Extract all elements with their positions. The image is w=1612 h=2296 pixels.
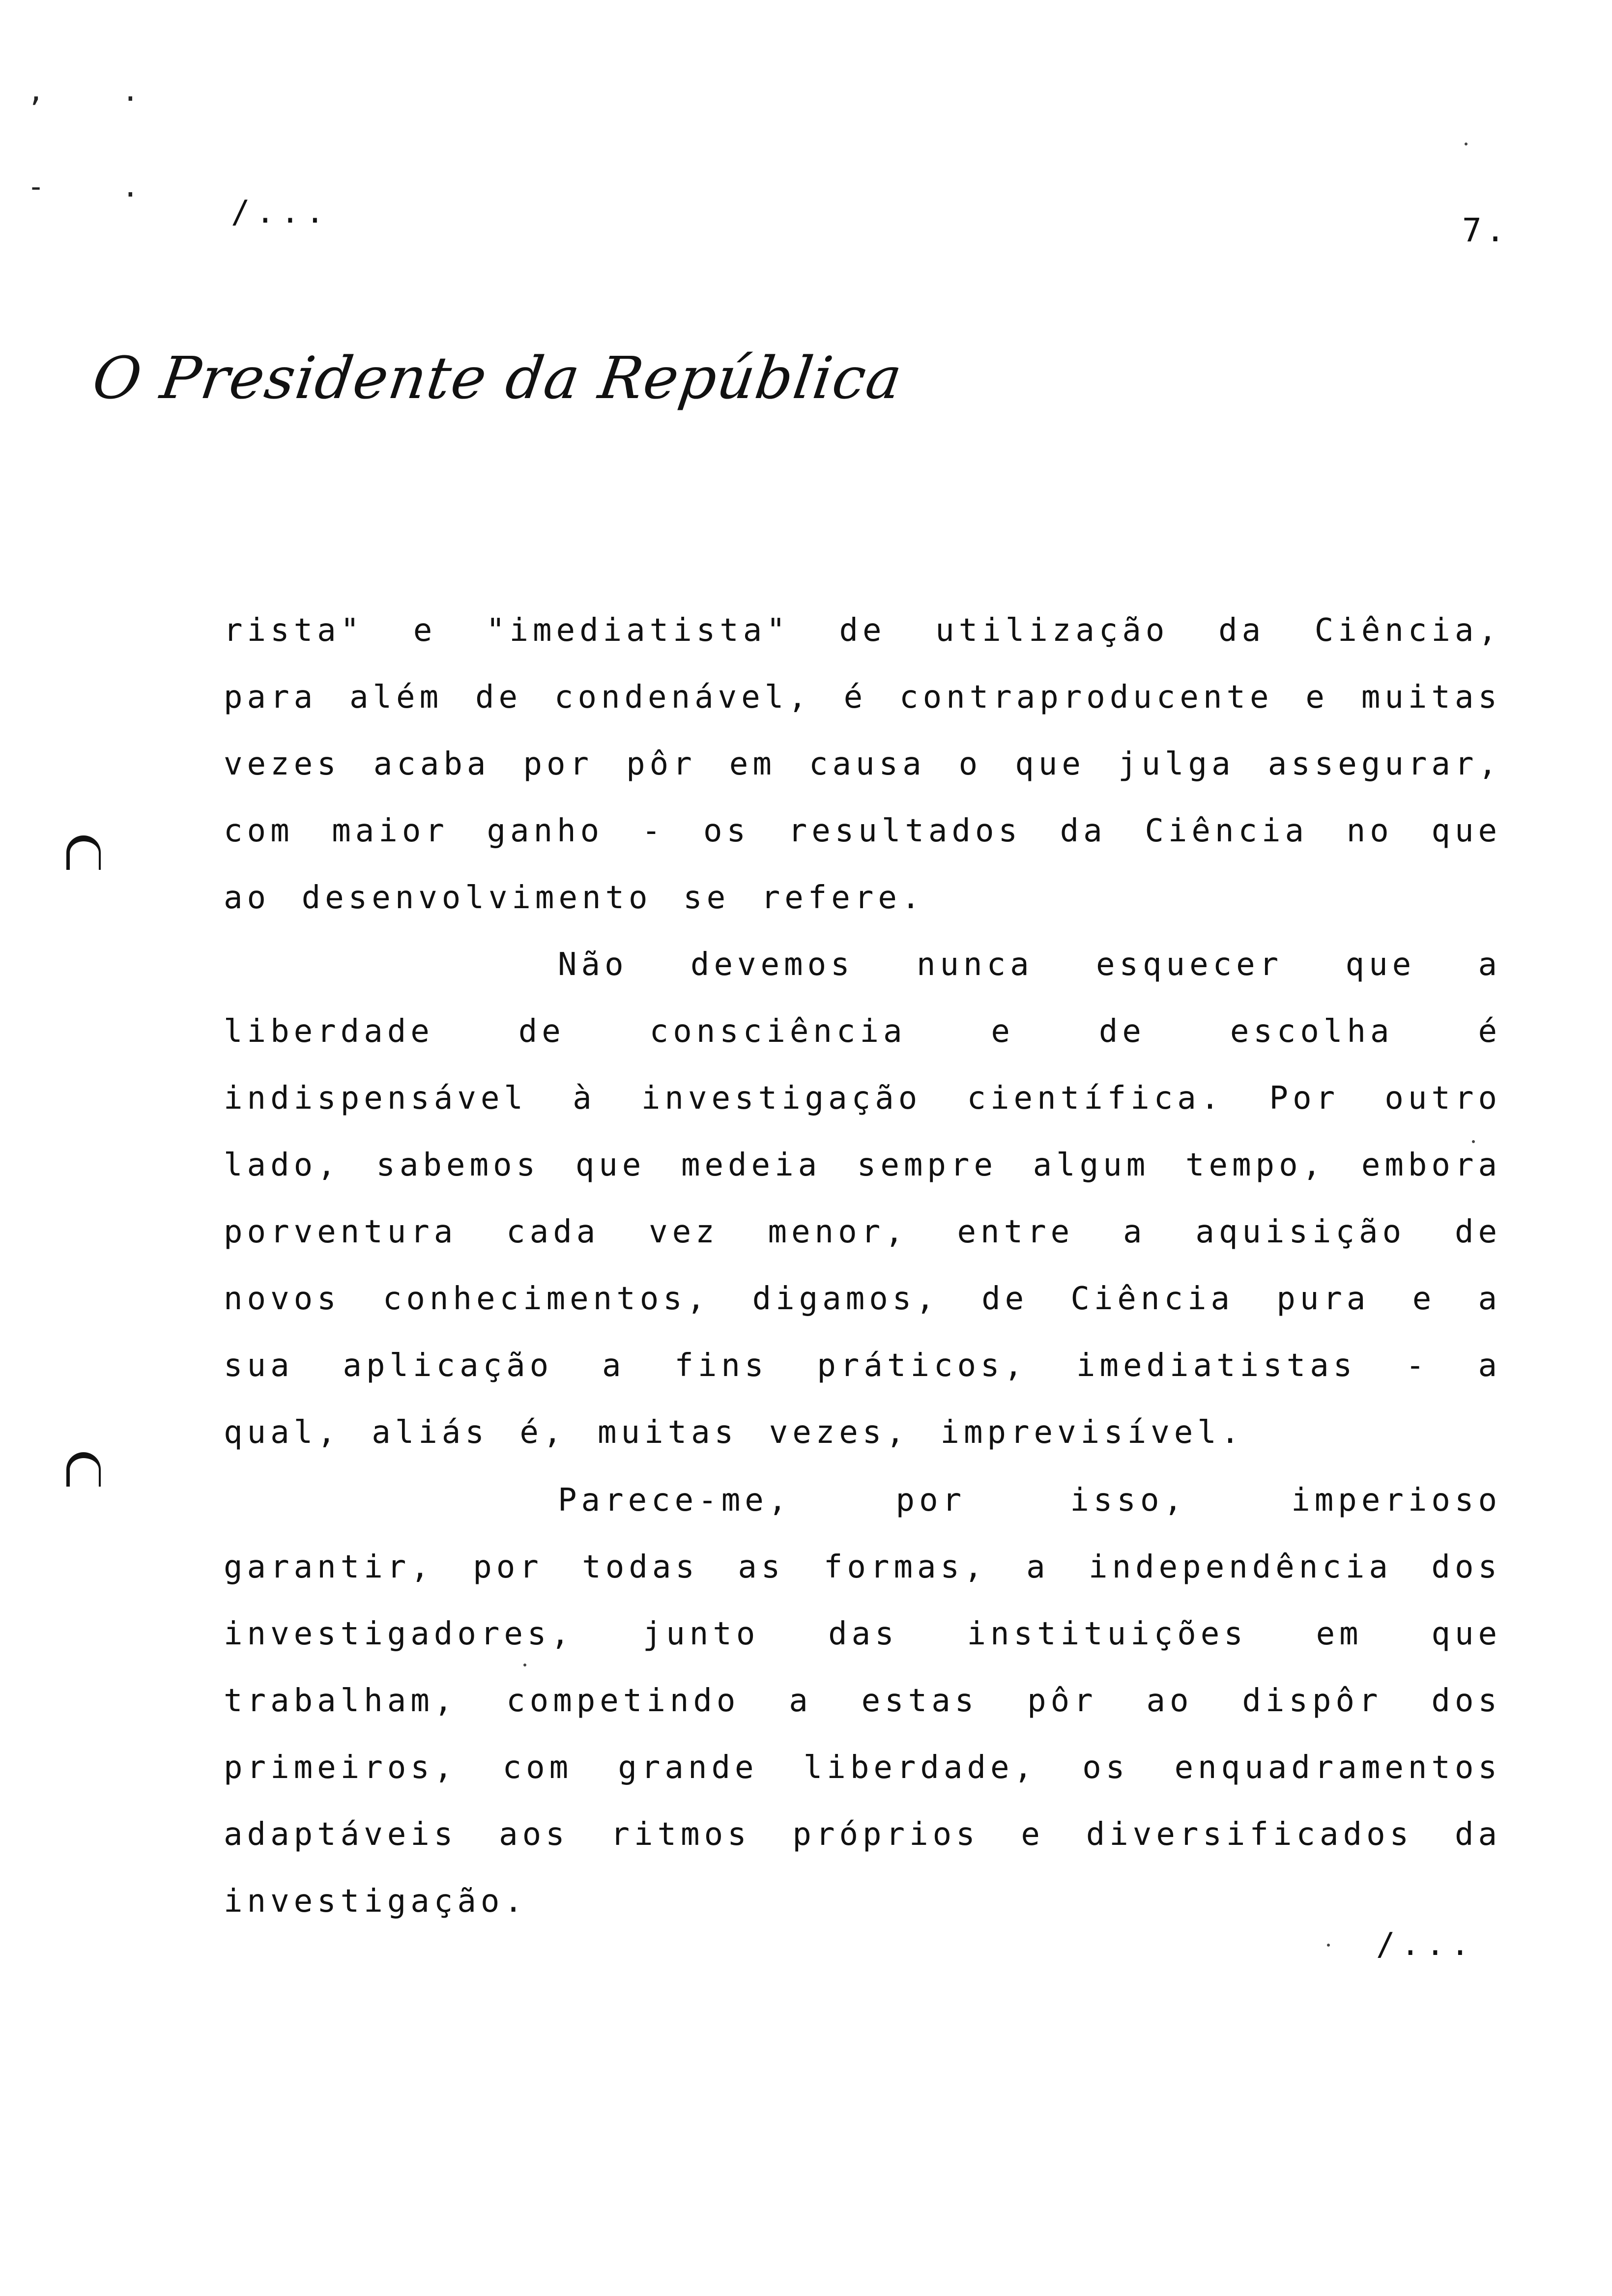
- scan-mark-top-2: - .: [27, 170, 169, 204]
- scan-mark-top-1: , .: [27, 74, 169, 108]
- scan-speck: [1465, 143, 1468, 145]
- scan-speck: [1327, 1944, 1330, 1947]
- continuation-marker-top: /...: [231, 194, 331, 230]
- letterhead-title: O Presidente da República: [88, 344, 907, 412]
- paragraph-2: Não devemos nunca esquecer que a liberdade de consciência e de escolha é indispensável à investigação científica. Por outro lado, sabemos que medeia sempre algum tempo, embora porventura cada vez menor, entre a aquisição de novos conhecimentos, digamos, de Ciência pura e a sua aplicação a fins práticos, imediatistas - a qual, aliás é, muitas vezes, imprevisível.: [224, 947, 1501, 1451]
- page-number: 7.: [1462, 211, 1509, 249]
- scan-speck: [1472, 1140, 1475, 1143]
- scan-speck: [523, 1664, 526, 1666]
- margin-punch-mark-icon: [66, 1452, 101, 1487]
- paragraph-3: Parece-me, por isso, imperioso garantir, por todas as formas, a independência dos investigadores, junto das instituições em que trabalham, competindo a estas pôr ao dispôr dos primeiros, com grande liberdade, os enquadramentos adaptáveis aos ritmos próprios e diversificados da investigação.: [224, 1482, 1501, 1920]
- margin-punch-mark-icon: [66, 835, 101, 870]
- continuation-marker-bottom: /...: [1376, 1926, 1476, 1963]
- paragraph-1: rista" e "imediatista" de utilização da Ciência, para além de condenável, é contraproducente e muitas vezes acaba por pôr em causa o que julga assegurar, com maior ganho - os resultados da Ciência no que ao desenvolvimento se refere.: [224, 612, 1501, 916]
